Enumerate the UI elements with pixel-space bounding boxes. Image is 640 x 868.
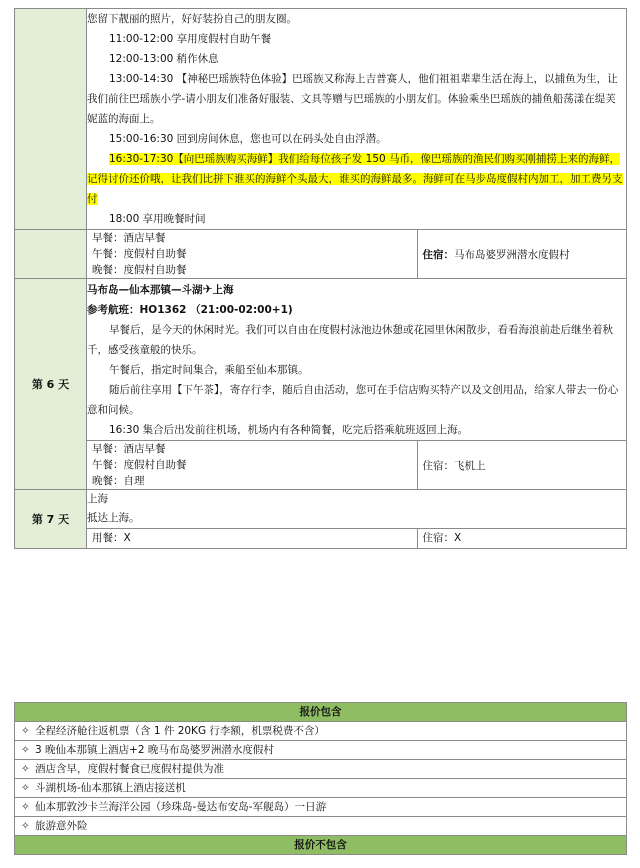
include-item-text: 3 晚仙本那镇上酒店+2 晚马布岛婆罗洲潜水度假村 <box>35 744 274 756</box>
day7-content <box>87 490 627 529</box>
itinerary-table <box>14 8 627 549</box>
day6-paragraph-3: 16:30 集合后出发前往机场，机场内有各种简餐，吃完后搭乘航班返回上海。 <box>109 424 469 436</box>
include-item-text: 全程经济舱往返机票（含 1 件 20KG 行李额，机票税费不含） <box>35 725 325 737</box>
day7-line-0: 上海 <box>87 493 108 505</box>
include-item-text: 旅游意外险 <box>35 820 88 832</box>
day7-line-1: 抵达上海。 <box>87 512 140 524</box>
day7-meals-table <box>87 529 626 548</box>
day7-label: 第 7 天 <box>15 490 87 549</box>
diamond-bullet-icon: ✧ <box>21 744 30 756</box>
day5-day-cell-meals <box>15 230 87 279</box>
day6-label: 第 6 天 <box>15 279 87 490</box>
day5-line-0: 您留下靓丽的照片，好好装扮自己的朋友圈。 <box>87 13 297 25</box>
day6-lunch: 午餐：度假村自助餐 <box>92 459 187 471</box>
day6-meals-row <box>15 441 627 490</box>
day5-seafood-activity <box>87 149 626 209</box>
day6-paragraph-1: 午餐后，指定时间集合，乘船至仙本那镇。 <box>109 364 309 376</box>
day5-line-4: 15:00-16:30 回到房间休息，您也可以在码头处自由浮潜。 <box>109 133 387 145</box>
include-item-text: 斗湖机场-仙本那镇上酒店接送机 <box>35 782 186 794</box>
day7-meal: 用餐：X <box>92 532 131 544</box>
day5-meals-table <box>87 230 626 278</box>
day7-content-row <box>15 490 627 529</box>
day6-dinner: 晚餐：自理 <box>92 475 145 487</box>
day6-paragraph-0: 早餐后，是今天的休闲时光。我们可以自由在度假村泳池边休憩或花园里休闲散步，看看海浪前赴后继坐着秋千，感受孩童般的快乐。 <box>87 324 613 356</box>
day6-route-text: 马布岛—仙本那镇—斗湖 <box>87 284 203 296</box>
day6-meals-table <box>87 441 626 489</box>
day5-day-cell <box>15 9 87 230</box>
include-item <box>15 760 627 779</box>
day5-stay <box>417 230 626 278</box>
day5-lunch: 午餐：度假村自助餐 <box>92 248 187 260</box>
day6-flight: 参考航班：HO1362 （21:00-02:00+1) <box>87 304 293 316</box>
day5-content <box>87 9 627 230</box>
include-item <box>15 817 627 836</box>
day5-breakfast: 早餐：酒店早餐 <box>92 232 166 244</box>
day7-stay: 住宿：X <box>417 529 626 548</box>
price-table <box>14 702 627 855</box>
day6-stay: 住宿：飞机上 <box>417 441 626 489</box>
day6-content <box>87 279 627 441</box>
diamond-bullet-icon: ✧ <box>21 820 30 832</box>
include-item-text: 仙本那敦沙卡兰海洋公园（珍珠岛-曼达布安岛-军舰岛）一日游 <box>35 801 327 813</box>
airplane-icon: ✈ <box>202 282 213 296</box>
day5-content-row <box>15 9 627 230</box>
diamond-bullet-icon: ✧ <box>21 782 30 794</box>
day5-line-6: 18:00 享用晚餐时间 <box>109 213 206 225</box>
day5-stay-value: 马布岛婆罗洲潜水度假村 <box>454 248 570 261</box>
day6-route <box>87 279 626 300</box>
include-item <box>15 741 627 760</box>
include-item <box>15 779 627 798</box>
day7-meals-row <box>15 529 627 549</box>
day5-meals-row <box>15 230 627 279</box>
day5-dinner: 晚餐：度假村自助餐 <box>92 264 187 276</box>
price-exclude-header: 报价不包含 <box>15 836 627 855</box>
include-item <box>15 798 627 817</box>
day6-breakfast: 早餐：酒店早餐 <box>92 443 166 455</box>
day5-line-2: 12:00-13:00 稍作休息 <box>109 53 219 65</box>
diamond-bullet-icon: ✧ <box>21 763 30 775</box>
day6-content-row <box>15 279 627 441</box>
price-include-header: 报价包含 <box>15 703 627 722</box>
day5-stay-label: 住宿： <box>422 248 454 261</box>
day5-highlight-text: 16:30-17:30【向巴瑶族购买海鲜】我们给每位孩子发 150 马币，像巴瑶族的渔民们购买刚捕捞上来的海鲜，记得讨价还价哦，让我们比拼下谁买的海鲜个头最大，谁买的海鲜最多。海鲜可在马步岛度假村内加工，加工费另支付 <box>87 153 623 205</box>
diamond-bullet-icon: ✧ <box>21 725 30 737</box>
day6-paragraph-2: 随后前往享用【下午茶】，寄存行李，随后自由活动，您可在手信店购买特产以及文创用品，给家人带去一份心意和问候。 <box>87 384 619 416</box>
include-item-text: 酒店含早，度假村餐食已度假村提供为准 <box>35 763 224 775</box>
day6-route-dest: 上海 <box>212 284 234 296</box>
include-item <box>15 722 627 741</box>
diamond-bullet-icon: ✧ <box>21 801 30 813</box>
day5-line-1: 11:00-12:00 享用度假村自助午餐 <box>109 33 272 45</box>
day5-line-3: 13:00-14:30 【神秘巴瑶族特色体验】巴瑶族又称海上吉普赛人，他们祖祖辈辈生活在海上，以捕鱼为生，让我们前往巴瑶族小学-请小朋友们准备好服装、文具等赠与巴瑶族的小朋友们。体验乘坐巴瑶族的捕鱼船荡漾在缇芙妮蓝的海面上。 <box>87 73 618 125</box>
